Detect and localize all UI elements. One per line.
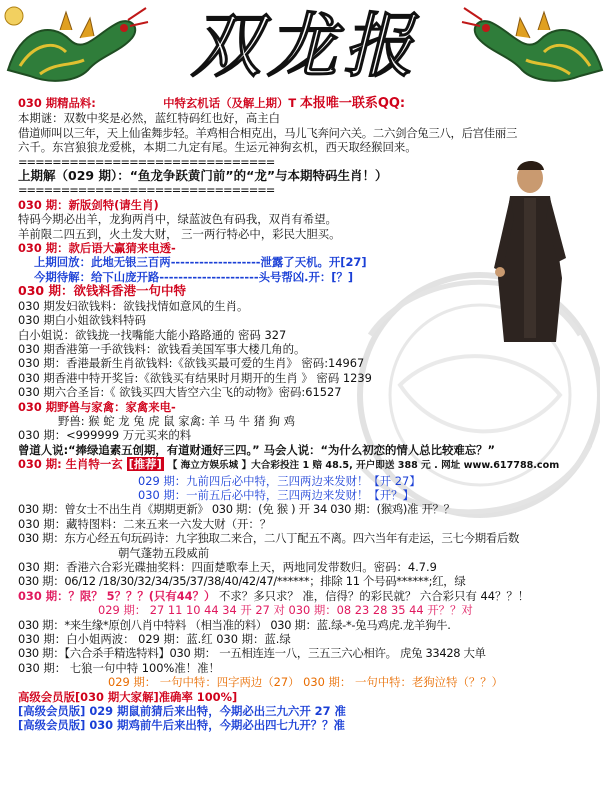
separator: ============================== xyxy=(18,183,275,198)
section-heading: 030 期野兽与家禽：家禽来电- xyxy=(18,399,176,414)
limit-text: 不求？多只求？ 准，信得？的彩民就？ 六合彩只有 44？？！ xyxy=(219,588,530,603)
line-16: 030 期白小姐欲钱料特码 xyxy=(18,313,146,328)
line-37: 030 期：*来生缘*原创八肖中特料 （相当准的料） 030 期：蓝.绿-*-兔马鸡虎.龙羊狗牛. xyxy=(18,617,451,632)
replay-answer: -------------------泄露了天机。开[27] xyxy=(170,255,367,270)
dragon-right-icon xyxy=(460,0,610,88)
line-35 xyxy=(18,589,600,603)
ad-text: 【 海立方娱乐城 】大合彩投注 1 赔 48.5, 开户即送 388 元 . 网址 www.617788.com xyxy=(167,460,560,472)
line-24: 030 期：<999999 万元买来的料 xyxy=(18,428,192,443)
line-03: 借道师叫以三年，天上仙雀舞步轻。羊鸡相合相克出，马儿飞奔问六关。二六剑合兔三八，后宫佳丽三 xyxy=(18,125,518,140)
line-38: 030 期：白小姐两波： 029 期：蓝.红 030 期：蓝.绿 xyxy=(18,632,291,647)
line-41: 029 期： 一句中特：四字两边（27） 030 期： 一句中特：老狗泣特（？？） xyxy=(108,675,504,690)
line-20: 030 期香港中特开奖旨:《欲钱买有结果时月期开的生肖 》 密码 1239 xyxy=(18,370,372,385)
recommend-badge: [推荐] xyxy=(128,457,162,472)
line-01 xyxy=(18,96,600,111)
premium-label: 030 期精品料: xyxy=(18,96,96,110)
last-issue-answer: 上期解（029 期）：“鱼龙争跃黄门前”的“龙”与本期特码生肖！） xyxy=(18,168,388,184)
pending-text: 今期待解：给下山庞开路 xyxy=(34,269,160,284)
line-17: 白小姐说：欲钱拢一找嘴能大能小路路通的 密码 327 xyxy=(18,327,287,342)
section-heading: 030 期：欲钱料香港一句中特 xyxy=(18,283,186,299)
line-39: 030 期：【六合杀手精选特料】030 期： 一五相连连一八，三五三六心相许。 虎兔 33428 大单 xyxy=(18,646,486,661)
line-04: 六千。东宫狼狼龙爱桃，本期二九定有尾。生运元神狗玄机，西天取经猴回来。 xyxy=(18,140,417,155)
pending-answer: ---------------------头号帮凶.开：[？] xyxy=(159,269,354,284)
line-02: 本期谜：双数中奖是必然，蓝红特码红也好，高主白 xyxy=(18,111,280,126)
line-13 xyxy=(18,270,600,284)
line-27: 029 期：九前四后必中特，三四两边来发财！【开 27】 xyxy=(138,473,421,488)
line-29: 030 期：曾女士不出生肖《期期更新》 030 期：(免 猴 ) 开 34 030 期：(猴鸡)准 开？？ xyxy=(18,502,455,517)
line-32: 朝气蓬勃五段威前 xyxy=(118,545,210,560)
line-25: 曾道人说:“捧绿追素五创期，有道财通好三四。” 马会人说：“为什么初恋的情人总比较难忘？” xyxy=(18,442,496,457)
riddle-heading: 中特玄机话（及解上期）T xyxy=(163,96,297,110)
line-34: 030 期：06/12 /18/30/32/34/35/37/38/40/42/47/******；排除 11 个号码******;红，绿 xyxy=(18,574,466,589)
dragon-left-icon xyxy=(0,0,150,88)
line-12 xyxy=(18,255,600,269)
line-19: 030 期：香港最新生肖欲钱料:《欲钱买最可爱的生肖》 密码:14967 xyxy=(18,356,365,371)
separator: ============================== xyxy=(18,154,275,169)
line-33: 030 期：香港六合彩光碟抽奖料：四面楚歌奉上天，两地同发带数归。密码：4.7.9 xyxy=(18,560,437,574)
replay-text: 上期回放：此地无银三百两 xyxy=(34,255,171,270)
content-lines xyxy=(18,96,600,733)
line-44: [高级会员版] 030 期鸡前牛后来出特，今期必出四七九开？？准 xyxy=(18,718,345,733)
limit-heading: 030 期：？限？ 5？？？(只有44？） xyxy=(18,588,216,603)
line-40: 030 期： 七狼一句中特 100%准！准！ xyxy=(18,660,220,675)
line-10: 羊前限二四五到，火土发大财， 三一两行特必中，彩民大胆买。 xyxy=(18,226,341,241)
line-09: 特码今期必出羊，龙狗两肖中，绿蓝波色有码我，双肖有希望。 xyxy=(18,212,337,227)
line-36: 029 期： 27 11 10 44 34 开 27 对 030 期：08 23 28 35 44 开？？对 xyxy=(98,603,473,618)
line-21: 030 期六合圣旨:《 欲钱买四大皆空六尘飞的动物》密码:61527 xyxy=(18,385,342,400)
line-23: 野兽: 猴 蛇 龙 兔 虎 鼠 家禽: 羊 马 牛 猪 狗 鸡 xyxy=(58,413,295,428)
section-heading: 030 期：新版剑特(请生肖) xyxy=(18,197,159,212)
contact-qq: 本报唯一联系QQ: xyxy=(299,96,406,111)
zodiac-heading: 030 期: 生肖特一玄 xyxy=(18,457,123,472)
premium-heading: 高级会员版[030 期大家解]准确率 100%] xyxy=(18,689,238,704)
line-43: [高级会员版] 029 期鼠前猜后来出特，今期必出三九六开 27 准 xyxy=(18,704,346,719)
masthead-title: 双龙报 xyxy=(191,5,419,87)
line-31: 030 期：东方心经五句玩码诗：九字独取二来合，二八丁配五不离。四六当年有走运，三七今期看后数 xyxy=(18,531,520,546)
line-30: 030 期：藏特图料：二来五来一六发大财（开：？ xyxy=(18,516,272,531)
line-18: 030 期香港第一手欲钱料：欲钱看美国军事大楼几角的。 xyxy=(18,341,306,356)
line-26 xyxy=(18,457,600,473)
line-15: 030 期发妇欲钱料：欲钱找情如意风的生肖。 xyxy=(18,298,249,313)
line-28: 030 期：一前五后必中特，三四两边来发财！【开？】 xyxy=(138,487,414,502)
section-heading: 030 期：款后语大赢猜来电透- xyxy=(18,241,176,256)
